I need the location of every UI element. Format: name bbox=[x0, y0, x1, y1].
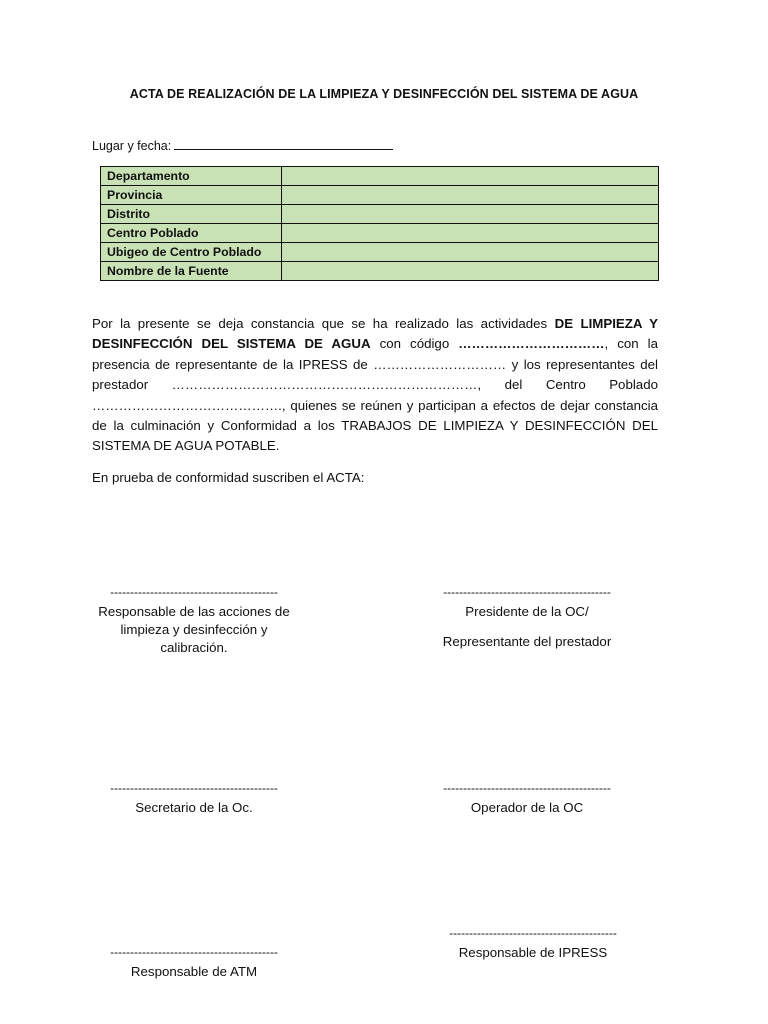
row-value-provincia[interactable] bbox=[282, 186, 659, 205]
para-bold-1: DE LIMPIEZA Y DESINFECCIÓN DEL SISTEMA DE AGUA bbox=[92, 316, 659, 352]
signature-block-ipress bbox=[413, 926, 653, 962]
table-row bbox=[101, 186, 659, 205]
document-title: ACTA DE REALIZACIÓN DE LA LIMPIEZA Y DESINFECCIÓN DEL SISTEMA DE AGUA bbox=[129, 87, 639, 101]
table-row bbox=[101, 224, 659, 243]
signature-block-atm bbox=[74, 945, 314, 981]
table-row bbox=[101, 262, 659, 281]
location-table bbox=[100, 166, 659, 281]
signature-block-operador bbox=[407, 781, 647, 817]
signature-label: calibración. bbox=[160, 640, 228, 655]
signature-label: Responsable de ATM bbox=[130, 964, 258, 979]
signature-line: ------------------------------------------ bbox=[443, 781, 611, 795]
row-value-centro-poblado[interactable] bbox=[282, 224, 659, 243]
signature-line: ------------------------------------------ bbox=[449, 926, 617, 940]
table-row bbox=[101, 243, 659, 262]
row-label-departamento: Departamento bbox=[101, 167, 282, 186]
para-text-1: Por la presente se deja constancia que se ha realizado las actividades bbox=[92, 316, 555, 331]
signature-block-secretario bbox=[74, 781, 314, 817]
signature-label: Presidente de la OC/ bbox=[465, 604, 589, 619]
row-value-nombre-fuente[interactable] bbox=[282, 262, 659, 281]
signature-label: Operador de la OC bbox=[470, 800, 584, 815]
signature-label: Secretario de la Oc. bbox=[135, 800, 253, 815]
signature-label: Responsable de las acciones de bbox=[98, 604, 290, 619]
lugar-fecha-blank[interactable] bbox=[174, 137, 393, 150]
row-value-ubigeo[interactable] bbox=[282, 243, 659, 262]
signature-block-presidente bbox=[407, 585, 647, 651]
para-bold-2: …………………………… bbox=[458, 336, 605, 352]
table-row bbox=[101, 167, 659, 186]
row-label-centro-poblado: Centro Poblado bbox=[101, 224, 282, 243]
row-label-provincia: Provincia bbox=[101, 186, 282, 205]
row-label-ubigeo: Ubigeo de Centro Poblado bbox=[101, 243, 282, 262]
row-label-nombre-fuente: Nombre de la Fuente bbox=[101, 262, 282, 281]
signature-line: ------------------------------------------ bbox=[443, 585, 611, 599]
lugar-fecha bbox=[92, 137, 393, 153]
lugar-fecha-label: Lugar y fecha: bbox=[92, 139, 172, 153]
signature-line: ------------------------------------------ bbox=[110, 945, 278, 959]
table-row bbox=[101, 205, 659, 224]
para-text-2: con código bbox=[370, 336, 459, 352]
para-text-3: , con la presencia de representante de la IPRESS de ………………………… y los representantes del prestador ……………………………………………………………, del Centro Poblado ……………………………………., quienes se reúnen y participan a efectos de dejar constancia de la culminación y Conformidad a los TRABAJOS DE LIMPIEZA Y DESINFECCIÓN DEL SISTEMA DE AGUA POTABLE. bbox=[92, 336, 658, 454]
signature-block-responsable-acciones bbox=[74, 585, 314, 657]
spacer bbox=[407, 621, 647, 633]
signature-line: ------------------------------------------ bbox=[110, 781, 278, 795]
signature-label: Representante del prestador bbox=[442, 634, 612, 649]
prueba-text: En prueba de conformidad suscriben el ACTA: bbox=[92, 470, 365, 485]
signature-label: Responsable de IPRESS bbox=[458, 945, 608, 960]
signature-label: limpieza y desinfección y bbox=[120, 622, 268, 637]
signature-line: ------------------------------------------ bbox=[110, 585, 278, 599]
row-value-departamento[interactable] bbox=[282, 167, 659, 186]
row-value-distrito[interactable] bbox=[282, 205, 659, 224]
body-paragraph bbox=[92, 314, 658, 457]
row-label-distrito: Distrito bbox=[101, 205, 282, 224]
